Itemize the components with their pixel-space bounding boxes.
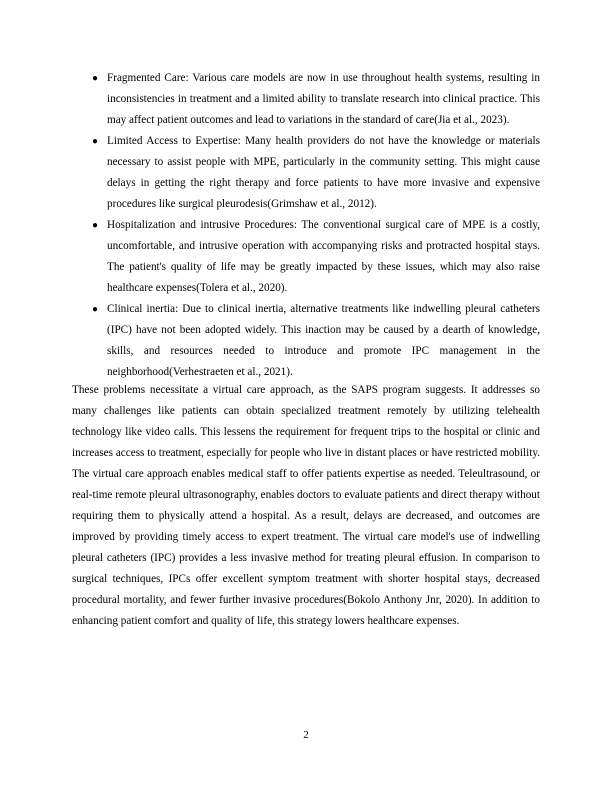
- bullet-text: Limited Access to Expertise: Many health providers do not have the knowledge or materials necessary to assist people with MPE, particularly in the community setting. This might cause delays in getting the right therapy and force patients to have more invasive and expensive procedures like surgical pleurodesis(Grimshaw et al., 2012).: [107, 135, 540, 210]
- bullet-item-clinical-inertia: [92, 299, 540, 383]
- bullet-text: Hospitalization and intrusive Procedures: The conventional surgical care of MPE is a costly, uncomfortable, and intrusive operation with accompanying risks and protracted hospital stays. The patient's quality of life may be greatly impacted by these issues, which may also raise healthcare expenses(Tolera et al., 2020).: [107, 219, 540, 294]
- page-number: 2: [303, 729, 309, 741]
- bullet-text: Fragmented Care: Various care models are now in use throughout health systems, resulting in inconsistencies in treatment and a limited ability to translate research into clinical practice. This may affect patient outcomes and lead to variations in the standard of care(Jia et al., 2023).: [107, 72, 540, 126]
- bullet-text: Clinical inertia: Due to clinical inertia, alternative treatments like indwelling pleural catheters (IPC) have not been adopted widely. This inaction may be caused by a dearth of knowledge, skills, and resources needed to introduce and promote IPC management in the neighborhood(Verhestraeten et al., 2021).: [107, 303, 540, 378]
- bullet-list: [92, 68, 540, 383]
- bullet-dot-icon: ●: [92, 73, 99, 84]
- bullet-item-limited-access: [92, 131, 540, 215]
- bullet-item-fragmented-care: [92, 68, 540, 131]
- bullet-item-hospitalization: [92, 215, 540, 299]
- bullet-dot-icon: ●: [92, 220, 99, 231]
- bullet-dot-icon: ●: [92, 304, 99, 315]
- bullet-dot-icon: ●: [92, 136, 99, 147]
- body-paragraph: These problems necessitate a virtual care approach, as the SAPS program suggests. It addresses so many challenges like patients can obtain specialized treatment remotely by utilizing telehealth technology like video calls. This lessens the requirement for frequent trips to the hospital or clinic and increases access to treatment, especially for people who live in distant places or have restricted mobility. The virtual care approach enables medical staff to offer patients expertise as needed. Teleultrasound, or real-time remote pleural ultrasonography, enables doctors to evaluate patients and direct therapy without requiring them to physically attend a hospital. As a result, delays are decreased, and outcomes are improved by providing timely access to expert treatment. The virtual care model's use of indwelling pleural catheters (IPC) provides a less invasive method for treating pleural effusion. In comparison to surgical techniques, IPCs offer excellent symptom treatment with shorter hospital stays, decreased procedural mortality, and fewer further invasive procedures(Bokolo Anthony Jnr, 2020). In addition to enhancing patient comfort and quality of life, this strategy lowers healthcare expenses.: [72, 384, 540, 627]
